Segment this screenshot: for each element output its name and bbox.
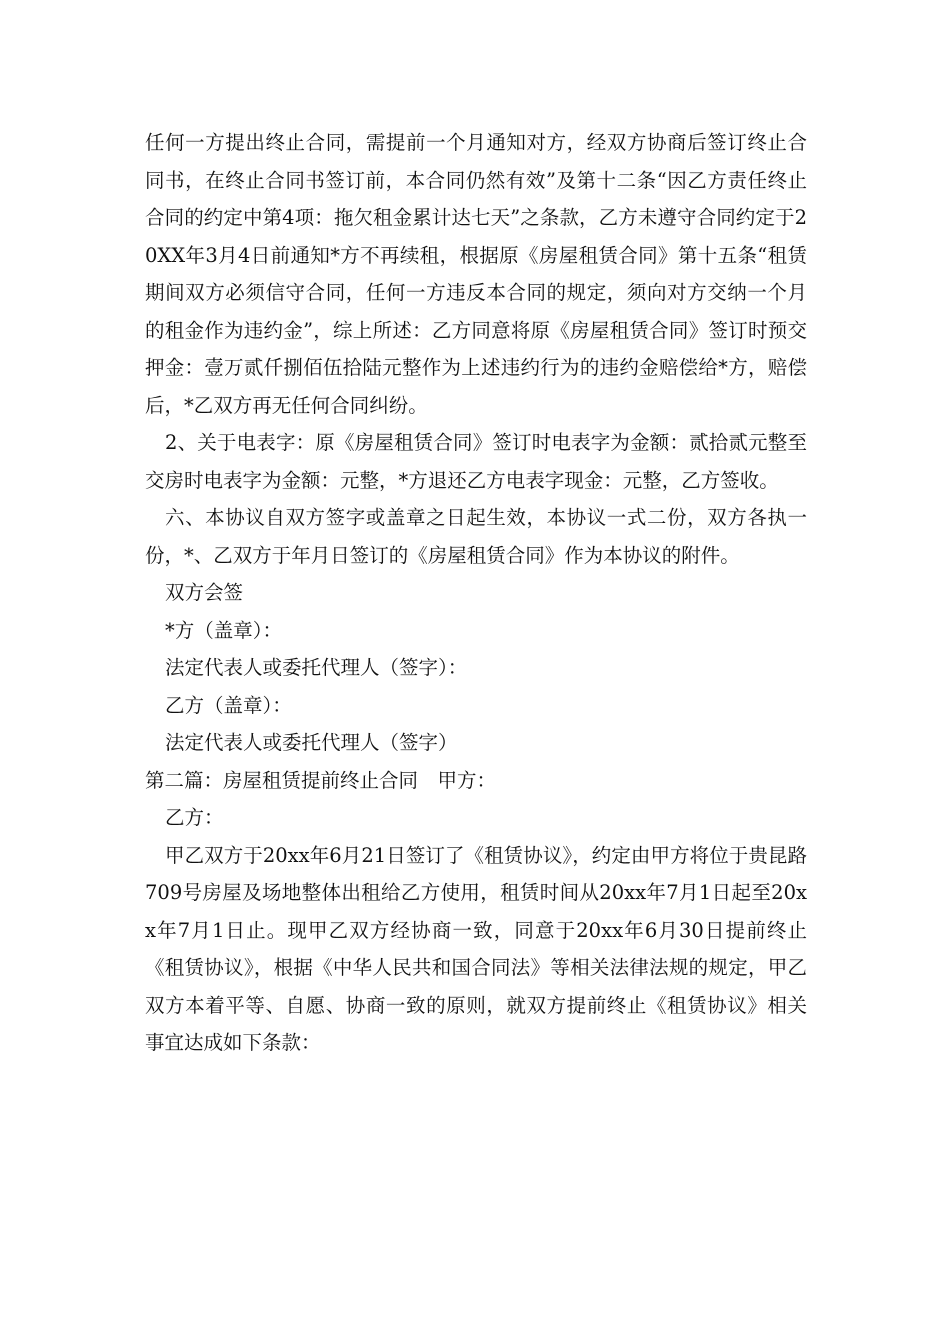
section-title-part-two: 第二篇：房屋租赁提前终止合同 甲方： [145,768,497,792]
party-b-label: 乙方： [165,806,224,829]
paragraph-termination-clause: 任何一方提出终止合同，需提前一个月通知对方，经双方协商后签订终止合同书，在终止合同书签订前，本合同仍然有效”及第十二条“因乙方责任终止合同的约定中第4项：拖欠租金累计达七天”之条款，乙方未遵守合同约定于20XX年3月4日前通知*方不再续租，根据原《房屋租赁合同》第十五条“租赁期间双方必须信守合同，任何一方违反本合同的规定，须向对方交纳一个月的租金作为违约金”，综上所述：乙方同意将原《房屋租赁合同》签订时预交押金：壹万贰仟捌佰伍拾陆元整作为上述违约行为的违约金赔偿给*方，赔偿后，*乙双方再无任何合同纠纷。 [145,131,807,417]
paragraph-lease-agreement: 甲乙双方于20xx年6月21日签订了《租赁协议》，约定由甲方将位于贵昆路709号房屋及场地整体出租给乙方使用，租赁时间从20xx年7月1日起至20xx年7月1日止。现甲乙双方经协商一致，同意于20xx年6月30日提前终止《租赁协议》，根据《中华人民共和国合同法》等相关法律法规的规定，甲乙双方本着平等、自愿、协商一致的原则，就双方提前终止《租赁协议》相关事宜达成如下条款： [145,843,807,1054]
paragraph-effective-date: 六、本协议自双方签字或盖章之日起生效，本协议一式二份，双方各执一份，*、乙双方于年月日签订的《房屋租赁合同》作为本协议的附件。 [145,506,807,567]
document-body [145,124,807,1062]
party-b-representative-line: 法定代表人或委托代理人（签字） [165,731,458,754]
party-b-seal-line: 乙方（盖章）： [165,693,292,717]
paragraph-meter-reading: 2、关于电表字：原《房屋租赁合同》签订时电表字为金额：贰拾贰元整至交房时电表字为金额：元整，*方退还乙方电表字现金：元整，乙方签收。 [145,431,807,492]
party-a-representative-line: 法定代表人或委托代理人（签字）： [165,656,468,679]
party-a-seal-line: *方（盖章）： [165,618,283,642]
signature-heading: 双方会签 [165,581,244,604]
